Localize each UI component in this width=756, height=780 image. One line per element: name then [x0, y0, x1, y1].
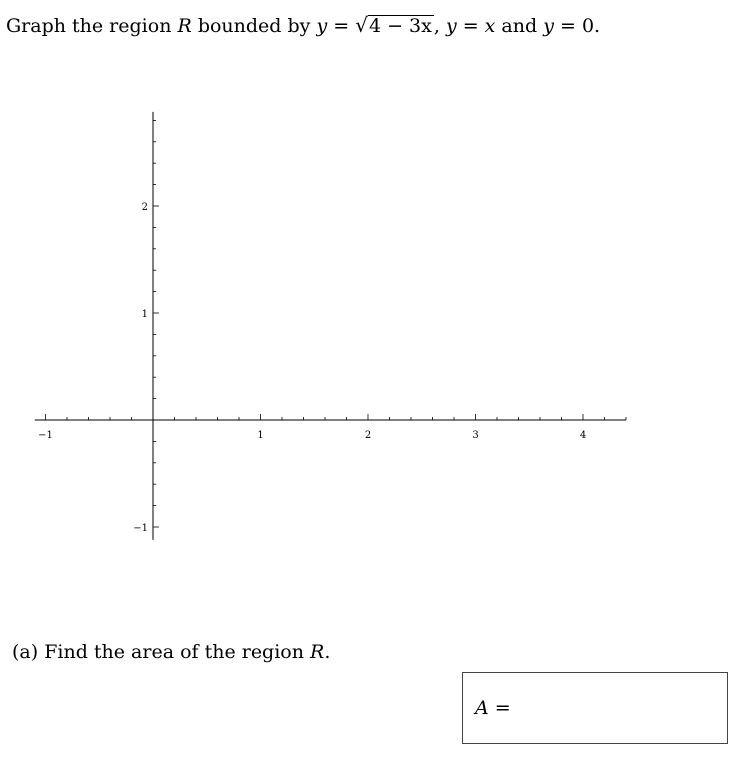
eq2-rhs: x — [484, 15, 496, 37]
bounded-by-text: bounded by — [191, 15, 317, 37]
eq2-lhs: y — [445, 15, 457, 37]
eq1-equals: = — [327, 15, 356, 37]
eq3-lhs: y — [543, 15, 554, 37]
part-a-label: (a) Find the area of the region — [12, 641, 311, 663]
sqrt-radicand: 4 − 3x — [368, 15, 432, 37]
separator: , — [433, 15, 446, 37]
graph-area[interactable] — [0, 100, 660, 560]
sqrt-sign: √ — [355, 13, 368, 37]
sqrt-expression — [355, 12, 434, 39]
part-a-prompt — [12, 640, 330, 664]
region-variable: R — [177, 15, 192, 37]
answer-box[interactable] — [462, 672, 728, 744]
y-tick-label: −1 — [133, 523, 148, 534]
x-tick-label: 1 — [257, 430, 264, 441]
eq1-lhs: y — [316, 15, 328, 37]
x-tick-label: 3 — [472, 430, 479, 441]
question-text — [6, 12, 600, 39]
area-answer-input[interactable] — [515, 695, 711, 721]
y-tick-label: 2 — [141, 202, 148, 213]
question-prefix: Graph the region — [6, 15, 178, 37]
answer-label — [475, 697, 511, 719]
and-text: and — [495, 15, 544, 37]
eq3-rhs: 0 — [581, 15, 595, 37]
x-tick-label: 4 — [579, 430, 587, 441]
answer-var: A — [475, 697, 489, 719]
part-a-var: R — [310, 641, 325, 663]
y-tick-label: 1 — [141, 309, 148, 320]
eq2-equals: = — [456, 15, 485, 37]
x-tick-label: 2 — [364, 430, 372, 441]
question-end: . — [594, 15, 601, 37]
answer-equals: = — [488, 697, 511, 719]
part-a-end: . — [324, 641, 331, 663]
coordinate-axes[interactable] — [0, 100, 660, 560]
x-tick-label: −1 — [38, 430, 53, 441]
eq3-equals: = — [553, 15, 582, 37]
